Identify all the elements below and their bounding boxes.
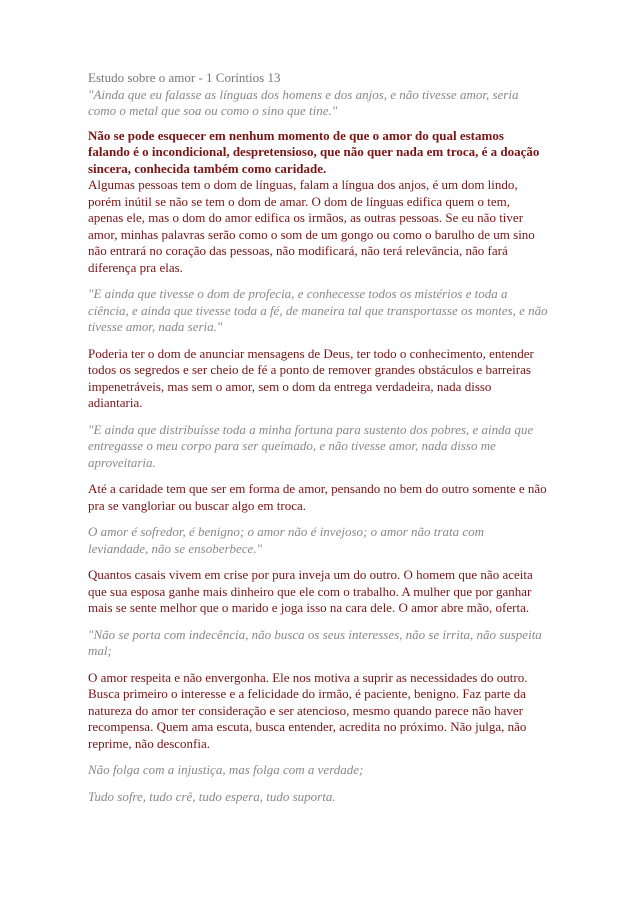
body-paragraph: Até a caridade tem que ser em forma de amor, pensando no bem do outro somente e não pra se vangloriar ou buscar algo em troca. bbox=[88, 481, 547, 513]
quote-paragraph: "Ainda que eu falasse as línguas dos homens e dos anjos, e não tivesse amor, seria como o metal que soa ou como o sino que tine." bbox=[88, 86, 519, 118]
body-paragraph: O amor respeita e não envergonha. Ele nos motiva a suprir as necessidades do outro. Busca primeiro o interesse e a felicidade do irmão, é paciente, benigno. Faz parte da natureza do amor ter consideração e ser atencioso, mesmo quando parece não haver recompensa. Quem ama escuta, busca entender, acredita no próximo. Não julga, não reprime, não desconfia. bbox=[88, 669, 528, 751]
document-title: Estudo sobre o amor - 1 Coríntios 13 bbox=[88, 70, 281, 85]
quote-paragraph: Tudo sofre, tudo crê, tudo espera, tudo suporta. bbox=[88, 788, 336, 804]
document-page bbox=[88, 70, 553, 813]
quote-paragraph: O amor é sofredor, é benigno; o amor não é invejoso; o amor não trata com leviandade, não se ensoberbece." bbox=[88, 524, 484, 556]
quote-paragraph: "E ainda que distribuísse toda a minha fortuna para sustento dos pobres, e ainda que entregasse o meu corpo para ser queimado, e não tivesse amor, nada disso me aproveitaria. bbox=[88, 421, 534, 470]
body-paragraph: Poderia ter o dom de anunciar mensagens de Deus, ter todo o conhecimento, entender todos os segredos e ser cheio de fé a ponto de remover grandes obstáculos e barreiras impenetráveis, mas sem o amor, sem o dom da entrega verdadeira, nada disso adiantaria. bbox=[88, 345, 534, 410]
quote-paragraph: "E ainda que tivesse o dom de profecia, e conhecesse todos os mistérios e toda a ciência, e ainda que tivesse toda a fé, de maneira tal que transportasse os montes, e não tivesse amor, nada seria." bbox=[88, 286, 548, 334]
body-paragraph: Algumas pessoas tem o dom de línguas, falam a língua dos anjos, é um dom lindo, porém inútil se não se tem o dom de amar. O dom de línguas edifica quem o tem, apenas ele, mas o dom do amor edifica os irmãos, as outras pessoas. Se eu não tiver amor, minhas palavras serão como o som de um gongo ou como o barulho de um sino não entrará no coração das pessoas, não modificará, não terá relevância, não fará diferença pra elas. bbox=[88, 177, 535, 275]
quote-paragraph: Não folga com a injustiça, mas folga com a verdade; bbox=[88, 762, 364, 777]
body-paragraph: Quantos casais vivem em crise por pura inveja um do outro. O homem que não aceita que sua esposa ganhe mais dinheiro que ele com o trabalho. A mulher que por ganhar mais se sente melhor que o marido e joga isso na cara dele. O amor abre mão, oferta. bbox=[88, 567, 533, 615]
emphasis-paragraph: Não se pode esquecer em nenhum momento de que o amor do qual estamos falando é o incondicional, despretensioso, que não quer nada em troca, é a doação sincera, conhecida também como caridade. bbox=[88, 127, 540, 176]
quote-paragraph: "Não se porta com indecência, não busca os seus interesses, não se irrita, não suspeita mal; bbox=[88, 626, 542, 658]
